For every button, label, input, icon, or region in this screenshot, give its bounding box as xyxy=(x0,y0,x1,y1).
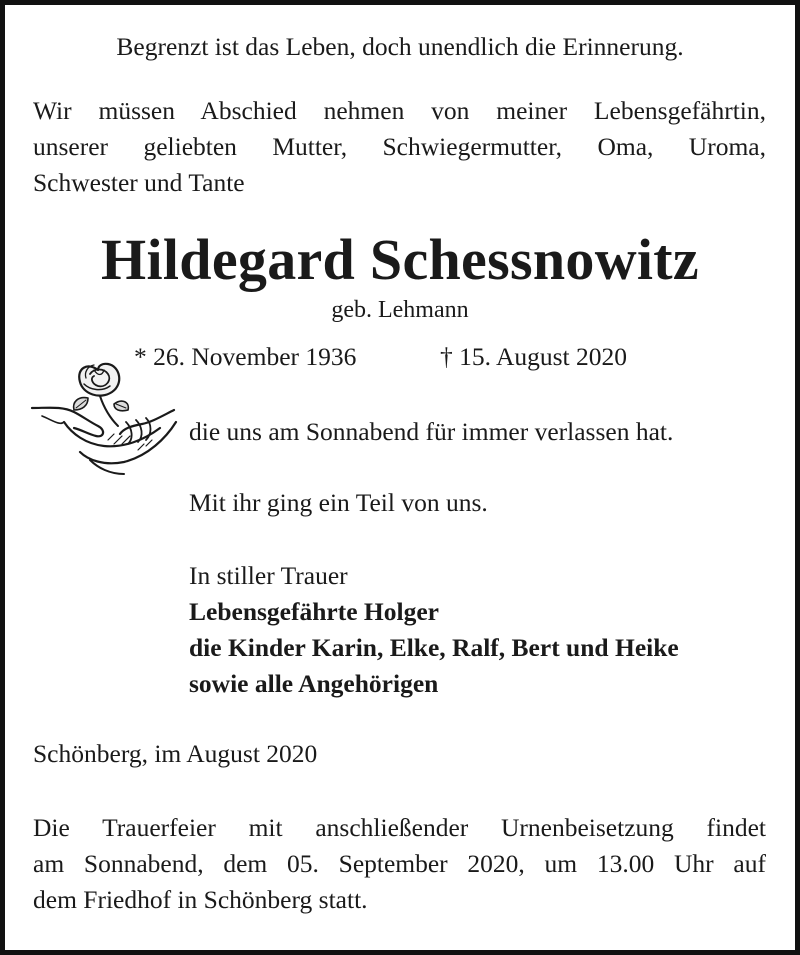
funeral-line-1: Die Trauerfeier mit anschließender Urnenbeisetzung findet xyxy=(33,813,766,842)
passed-text: die uns am Sonnabend für immer verlassen hat. xyxy=(189,417,674,446)
intro-line-2: unserer geliebten Mutter, Schwiegermutter, Oma, Uroma, xyxy=(33,132,766,161)
mourner-partner: Lebensgefährte Holger xyxy=(189,597,439,626)
mourner-relatives: sowie alle Angehörigen xyxy=(189,669,439,698)
deceased-name: Hildegard Schessnowitz xyxy=(101,227,699,292)
rose-in-hands-icon xyxy=(28,356,178,478)
motto-text: Begrenzt ist das Leben, doch unendlich die Erinnerung. xyxy=(116,32,684,61)
place-date: Schönberg, im August 2020 xyxy=(33,739,318,768)
funeral-line-2: am Sonnabend, dem 05. September 2020, um 13.00 Uhr auf xyxy=(33,849,766,878)
mourners-intro: In stiller Trauer xyxy=(189,561,348,590)
birth-name: geb. Lehmann xyxy=(331,297,469,323)
death-date: † 15. August 2020 xyxy=(440,342,628,371)
intro-line-3: Schwester und Tante xyxy=(33,168,245,197)
intro-line-1: Wir müssen Abschied nehmen von meiner Lebensgefährtin, xyxy=(33,96,766,125)
funeral-line-3: dem Friedhof in Schönberg statt. xyxy=(33,885,368,914)
quote-text: Mit ihr ging ein Teil von uns. xyxy=(189,488,488,517)
birth-date: * 26. November 1936 xyxy=(134,342,357,371)
mourner-children: die Kinder Karin, Elke, Ralf, Bert und Heike xyxy=(189,633,679,662)
